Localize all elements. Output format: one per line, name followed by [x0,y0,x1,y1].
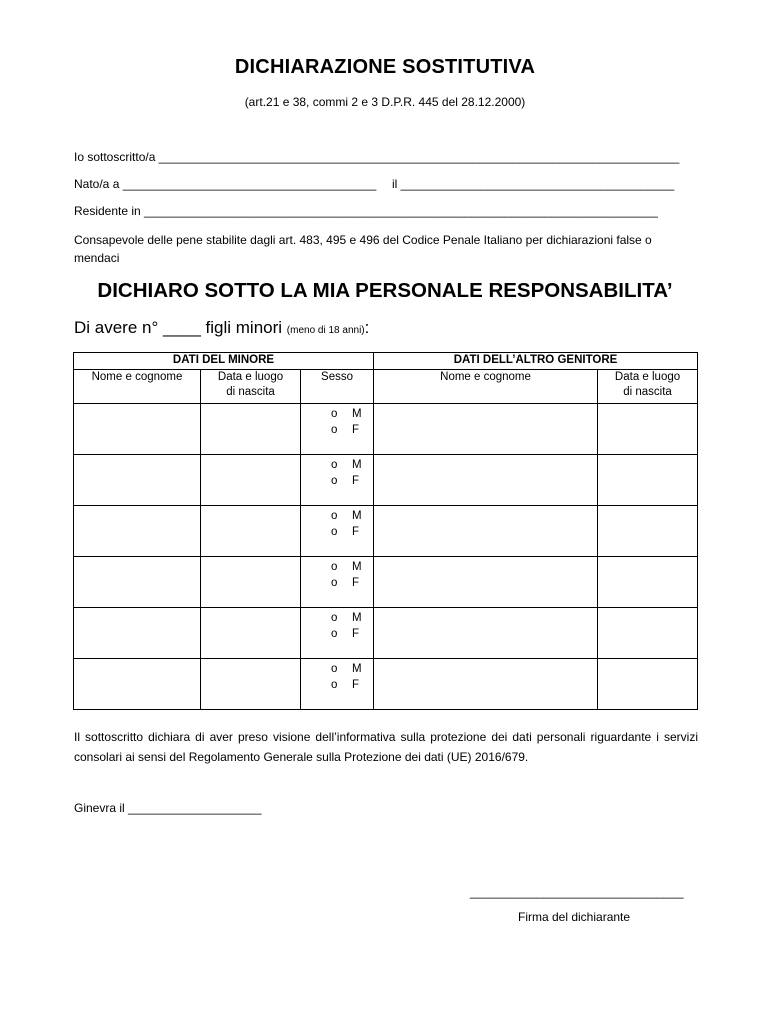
sex-option-m[interactable] [301,559,373,575]
sex-option-m[interactable] [301,508,373,524]
child-birth-cell[interactable] [201,557,301,608]
sex-option-label: F [352,577,360,589]
sex-option-label: M [352,612,362,624]
table-row [74,404,698,455]
col-parent-birth: Data e luogo di nascita [598,370,698,404]
child-birth-cell[interactable] [201,455,301,506]
sex-option-label: M [352,459,362,471]
table-row [74,506,698,557]
sex-option-label: F [352,475,360,487]
parent-name-cell[interactable] [374,608,598,659]
privacy-statement: Il sottoscritto dichiara di aver preso visione dell’informativa sulla protezione dei dati personali riguardante i servizi consolari ai sensi del Regolamento Generale sulla Protezione dei dati (UE) 2016/679. [74,730,698,764]
col-parent-name: Nome e cognome [374,370,598,404]
parent-birth-cell[interactable] [598,659,698,710]
child-name-cell[interactable] [74,608,201,659]
child-sex-cell[interactable] [301,608,374,659]
declaration-heading: DICHIARO SOTTO LA MIA PERSONALE RESPONSABILITA’ [97,279,673,302]
sex-option-label: M [352,408,362,420]
residence-field[interactable]: Residente in _____________________________________________________________________________ [74,204,658,218]
radio-circle-icon: o [331,612,338,624]
child-name-cell[interactable] [74,506,201,557]
child-sex-cell[interactable] [301,404,374,455]
radio-circle-icon: o [331,663,338,675]
col-birth: Data e luogo di nascita [201,370,301,404]
children-age-note: (meno di 18 anni) [286,325,365,336]
children-colon: : [364,318,370,337]
children-count-line[interactable] [74,318,369,338]
child-name-cell[interactable] [74,659,201,710]
parent-birth-cell[interactable] [598,455,698,506]
sex-option-label: M [352,663,362,675]
table-row [74,455,698,506]
sex-option-m[interactable] [301,406,373,422]
minor-data-header: DATI DEL MINORE [74,353,374,370]
parent-name-cell[interactable] [374,506,598,557]
birthplace-field[interactable]: Nato/a a ______________________________________ [74,177,377,191]
sex-option-label: M [352,561,362,573]
parent-name-cell[interactable] [374,659,598,710]
parent-name-cell[interactable] [374,557,598,608]
col-sex: Sesso [301,370,374,404]
child-name-cell[interactable] [74,557,201,608]
parent-birth-cell[interactable] [598,506,698,557]
child-birth-cell[interactable] [201,506,301,557]
table-row [74,659,698,710]
radio-circle-icon: o [331,459,338,471]
sex-option-f[interactable] [301,626,373,642]
parent-name-cell[interactable] [374,404,598,455]
child-name-cell[interactable] [74,455,201,506]
sex-option-label: F [352,628,360,640]
child-sex-cell[interactable] [301,455,374,506]
document-subtitle: (art.21 e 38, commi 2 e 3 D.P.R. 445 del 28.12.2000) [244,95,526,109]
awareness-statement: Consapevole delle pene stabilite dagli art. 483, 495 e 496 del Codice Penale Italiano per dichiarazioni false o mendaci [74,233,652,265]
radio-circle-icon: o [331,408,338,420]
parent-birth-cell[interactable] [598,557,698,608]
sex-option-f[interactable] [301,524,373,540]
radio-circle-icon: o [331,679,338,691]
radio-circle-icon: o [331,628,338,640]
signature-label: Firma del dichiarante [518,910,631,924]
radio-circle-icon: o [331,526,338,538]
document-title: DICHIARAZIONE SOSTITUTIVA [234,56,536,78]
sex-option-label: M [352,510,362,522]
sottoscritto-field[interactable]: Io sottoscritto/a ______________________________________________________________________________ [74,150,680,164]
children-table [73,352,698,710]
place-date-field[interactable]: Ginevra il ____________________ [74,801,262,815]
sex-option-f[interactable] [301,422,373,438]
sex-option-m[interactable] [301,610,373,626]
signature-line[interactable]: ________________________________ [470,885,684,899]
sex-option-label: F [352,526,360,538]
sex-option-f[interactable] [301,473,373,489]
child-sex-cell[interactable] [301,506,374,557]
child-birth-cell[interactable] [201,404,301,455]
parent-birth-cell[interactable] [598,608,698,659]
table-row [74,608,698,659]
radio-circle-icon: o [331,577,338,589]
child-sex-cell[interactable] [301,659,374,710]
sex-option-f[interactable] [301,677,373,693]
child-sex-cell[interactable] [301,557,374,608]
radio-circle-icon: o [331,475,338,487]
parent-name-cell[interactable] [374,455,598,506]
sex-option-f[interactable] [301,575,373,591]
sex-option-label: F [352,424,360,436]
sex-option-m[interactable] [301,457,373,473]
radio-circle-icon: o [331,424,338,436]
sex-option-m[interactable] [301,661,373,677]
radio-circle-icon: o [331,510,338,522]
birthdate-field[interactable]: il _________________________________________ [392,177,675,191]
radio-circle-icon: o [331,561,338,573]
child-birth-cell[interactable] [201,659,301,710]
children-count-text: Di avere n° ____ figli minori [74,318,283,337]
child-name-cell[interactable] [74,404,201,455]
col-name: Nome e cognome [74,370,201,404]
parent-birth-cell[interactable] [598,404,698,455]
parent-data-header: DATI DELL’ALTRO GENITORE [374,353,698,370]
table-row [74,557,698,608]
child-birth-cell[interactable] [201,608,301,659]
sex-option-label: F [352,679,360,691]
